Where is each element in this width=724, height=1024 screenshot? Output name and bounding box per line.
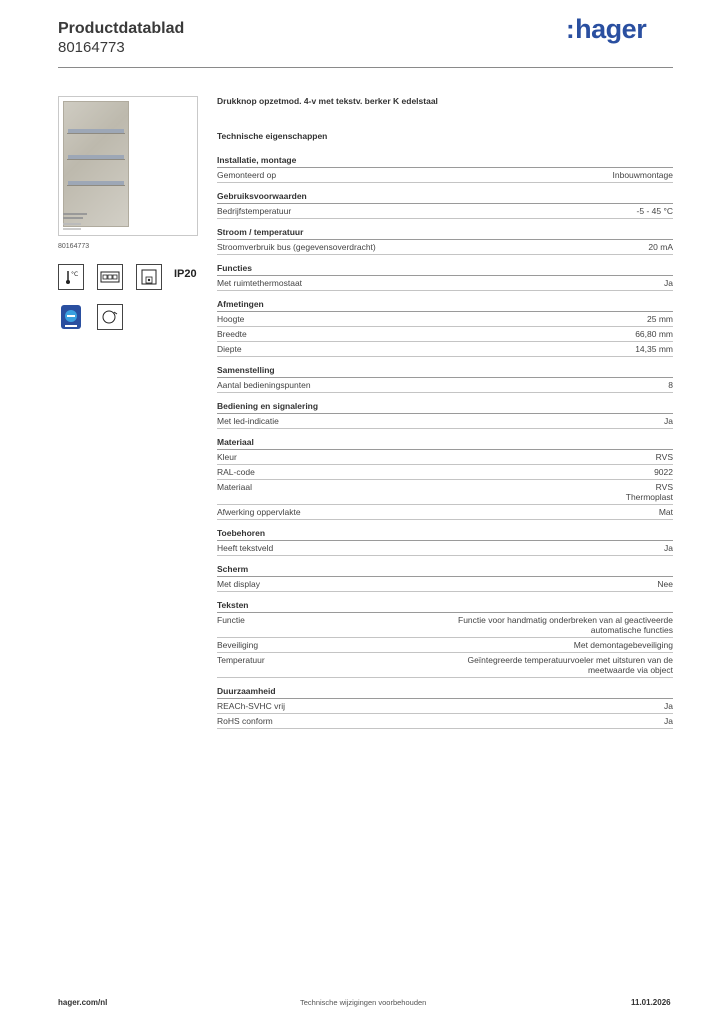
spec-value	[648, 242, 673, 252]
spec-label: Beveiliging	[217, 640, 259, 650]
footer-website: hager.com/nl	[58, 998, 108, 1007]
spec-value	[637, 206, 673, 216]
spec-value-line: Functie voor handmatig onderbreken van al geactiveerde	[458, 615, 673, 625]
spec-value-line: automatische functies	[590, 625, 673, 635]
section-title: Stroom / temperatuur	[217, 227, 673, 240]
spec-row	[217, 613, 673, 638]
display-icon	[97, 264, 123, 290]
spec-value-line: Inbouwmontage	[612, 170, 673, 180]
spec-value	[647, 314, 673, 324]
spec-row	[217, 378, 673, 393]
spec-value-line: Thermoplast	[625, 492, 673, 502]
logo-text: hager	[575, 14, 647, 44]
spec-value-line: 8	[668, 380, 673, 390]
spec-value-line: Mat	[658, 507, 673, 517]
spec-label: Met led-indicatie	[217, 416, 279, 426]
push-button-plate	[63, 101, 129, 227]
spec-value	[659, 507, 673, 517]
spec-row	[217, 638, 673, 653]
spec-row	[217, 480, 673, 505]
spec-section	[217, 191, 673, 219]
spec-row	[217, 541, 673, 556]
spec-value-line: 66,80 mm	[635, 329, 673, 339]
spec-value	[654, 467, 673, 477]
spec-label: Stroomverbruik bus (gegevensoverdracht)	[217, 242, 376, 252]
spec-section	[217, 686, 673, 729]
spec-value	[656, 452, 673, 462]
spec-value	[664, 716, 673, 726]
thumbnail-strip	[63, 217, 83, 219]
spec-row	[217, 327, 673, 342]
spec-value	[626, 482, 673, 502]
footer-date: 11.01.2026	[631, 998, 671, 1007]
spec-value-line: Met demontagebeveiliging	[573, 640, 673, 650]
spec-row	[217, 342, 673, 357]
plate-segment-line	[67, 159, 125, 160]
footer-disclaimer: Technische wijzigingen voorbehouden	[300, 998, 427, 1007]
section-title: Duurzaamheid	[217, 686, 673, 699]
thumbnail-strip	[63, 223, 81, 225]
spec-value-line: Ja	[664, 701, 673, 711]
spec-value-line: Ja	[664, 278, 673, 288]
spec-label: Bedrijfstemperatuur	[217, 206, 292, 216]
spec-value	[613, 170, 674, 180]
spec-row	[217, 577, 673, 592]
spec-value-line: Ja	[664, 716, 673, 726]
spec-label: Diepte	[217, 344, 242, 354]
spec-label: Materiaal	[217, 482, 252, 492]
section-title: Afmetingen	[217, 299, 673, 312]
product-number: 80164773	[58, 39, 125, 56]
image-caption: 80164773	[58, 243, 90, 250]
spec-value-line: Ja	[664, 543, 673, 553]
specs-heading: Technische eigenschappen	[217, 131, 328, 141]
page-title: Productdatablad	[58, 20, 185, 37]
section-title: Bediening en signalering	[217, 401, 673, 414]
thumbnail-strip	[63, 213, 87, 215]
spec-value	[458, 615, 673, 635]
spec-row	[217, 465, 673, 480]
spec-label: RAL-code	[217, 467, 255, 477]
spec-value	[664, 278, 673, 288]
spec-label: Aantal bedieningspunten	[217, 380, 311, 390]
spec-label: Hoogte	[217, 314, 245, 324]
spec-label: Gemonteerd op	[217, 170, 277, 180]
spec-section	[217, 600, 673, 678]
spec-label: Met display	[217, 579, 260, 589]
spec-value-line: Geïntegreerde temperatuurvoeler met uitsturen van de	[467, 655, 673, 665]
plate-segment-line	[67, 133, 125, 134]
section-title: Samenstelling	[217, 365, 673, 378]
product-image	[58, 96, 198, 236]
spec-value-line: meetwaarde via object	[587, 665, 673, 675]
spec-row	[217, 414, 673, 429]
spec-value	[635, 329, 673, 339]
spec-section	[217, 437, 673, 520]
spec-label: Kleur	[217, 452, 237, 462]
mounting-icon	[136, 264, 162, 290]
svg-text:°C: °C	[71, 271, 79, 278]
spec-value-line: 14,35 mm	[635, 344, 673, 354]
section-title: Scherm	[217, 564, 673, 577]
spec-section	[217, 528, 673, 556]
spec-label: Breedte	[217, 329, 247, 339]
section-title: Gebruiksvoorwaarden	[217, 191, 673, 204]
plate-segment-line	[67, 185, 125, 186]
spec-row	[217, 276, 673, 291]
temperature-icon	[58, 264, 84, 290]
spec-value-line: -5 - 45 °C	[636, 206, 673, 216]
spec-value	[664, 543, 673, 553]
spec-row	[217, 168, 673, 183]
spec-section	[217, 365, 673, 393]
spec-label: Afwerking oppervlakte	[217, 507, 301, 517]
section-title: Toebehoren	[217, 528, 673, 541]
spec-section	[217, 227, 673, 255]
spec-value-line: RVS	[655, 482, 673, 492]
thermostat-icon	[97, 304, 123, 330]
spec-label: REACh-SVHC vrij	[217, 701, 286, 711]
header-divider	[58, 67, 673, 68]
spec-row	[217, 450, 673, 465]
spec-section	[217, 564, 673, 592]
product-title: Drukknop opzetmod. 4-v met tekstv. berker K edelstaal	[217, 96, 438, 106]
section-title: Installatie, montage	[217, 155, 673, 168]
spec-row	[217, 505, 673, 520]
spec-value	[664, 701, 673, 711]
spec-label: Met ruimtethermostaat	[217, 278, 303, 288]
spec-label: Heeft tekstveld	[217, 543, 274, 553]
spec-label: RoHS conform	[217, 716, 273, 726]
spec-value-line: Nee	[657, 579, 673, 589]
spec-label: Functie	[217, 615, 245, 625]
spec-section	[217, 401, 673, 429]
app-icon	[58, 304, 84, 330]
ip20-icon: IP20	[174, 268, 197, 280]
specs-table	[217, 155, 673, 737]
spec-value-line: RVS	[655, 452, 673, 462]
spec-value	[467, 655, 673, 675]
section-title: Functies	[217, 263, 673, 276]
spec-value-line: 9022	[654, 467, 673, 477]
spec-row	[217, 312, 673, 327]
spec-value	[574, 640, 673, 650]
section-title: Teksten	[217, 600, 673, 613]
spec-value-line: 20 mA	[648, 242, 673, 252]
spec-value	[664, 416, 673, 426]
spec-value-line: Ja	[664, 416, 673, 426]
section-title: Materiaal	[217, 437, 673, 450]
spec-row	[217, 699, 673, 714]
spec-label: Temperatuur	[217, 655, 265, 665]
spec-value	[657, 579, 673, 589]
spec-section	[217, 263, 673, 291]
spec-row	[217, 714, 673, 729]
spec-section	[217, 155, 673, 183]
spec-value	[635, 344, 673, 354]
spec-value-line: 25 mm	[647, 314, 673, 324]
spec-row	[217, 240, 673, 255]
spec-section	[217, 299, 673, 357]
hager-logo	[566, 14, 646, 45]
logo-dots-icon: :	[566, 14, 575, 44]
thumbnail-strip	[63, 228, 81, 230]
spec-value	[668, 380, 673, 390]
spec-row	[217, 653, 673, 678]
spec-row	[217, 204, 673, 219]
